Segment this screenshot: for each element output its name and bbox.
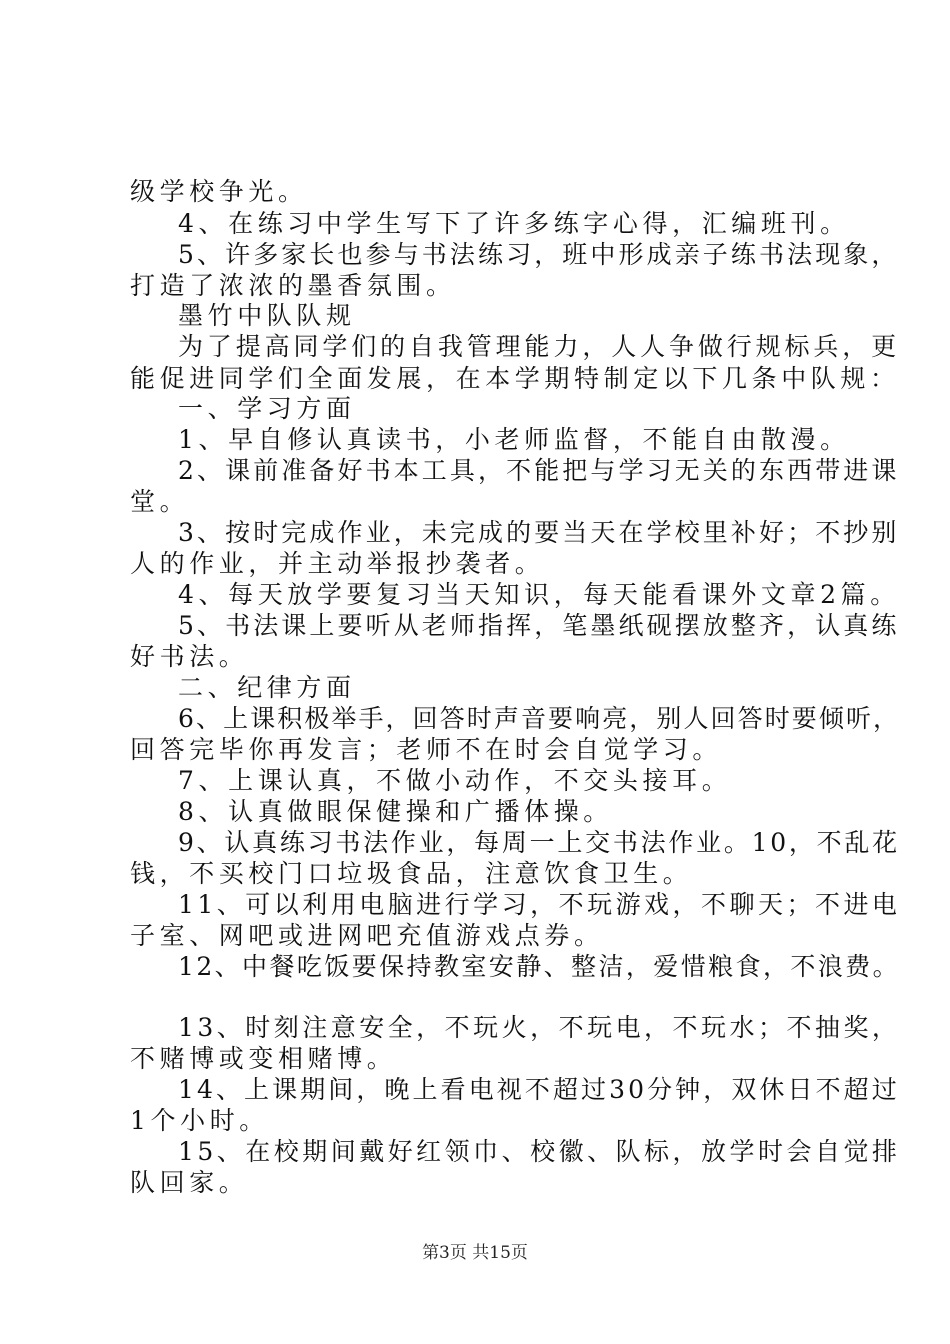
text-line: 为了提高同学们的自我管理能力，人人争做行规标兵，更 [178,332,901,361]
text-line: 能促进同学们全面发展，在本学期特制定以下几条中队规： [130,364,900,393]
text-line: 12、中餐吃饭要保持教室安静、整洁，爱惜粮食，不浪费。 [178,952,901,981]
text-line: 级学校争光。 [130,177,308,206]
text-line: 打造了浓浓的墨香氛围。 [130,271,456,300]
text-line: 13、时刻注意安全，不玩火，不玩电，不玩水；不抽奖， [178,1013,901,1042]
section-title: 墨竹中队队规 [178,301,356,330]
page-footer: 第3页 共15页 [422,1243,528,1263]
text-line: 1个小时。 [130,1106,269,1135]
text-line: 队回家。 [130,1168,249,1197]
text-line: 钱，不买校门口垃圾食品，注意饮食卫生。 [130,859,693,888]
text-line: 8、认真做眼保健操和广播体操。 [178,797,613,826]
subsection-heading: 二、纪律方面 [178,673,356,702]
text-line: 子室、网吧或进网吧充值游戏点券。 [130,921,604,950]
text-line: 2、课前准备好书本工具，不能把与学习无关的东西带进课 [178,456,900,485]
text-line: 3、按时完成作业，未完成的要当天在学校里补好；不抄别 [178,518,900,547]
text-line: 6、上课积极举手，回答时声音要响亮，别人回答时要倾听， [178,704,901,733]
text-line: 9、认真练习书法作业，每周一上交书法作业。10，不乱花 [178,828,900,857]
text-line: 堂。 [130,487,190,516]
text-line: 7、上课认真，不做小动作，不交头接耳。 [178,766,732,795]
text-line: 11、可以利用电脑进行学习，不玩游戏，不聊天；不进电 [178,890,901,919]
text-line: 4、每天放学要复习当天知识，每天能看课外文章2篇。 [178,580,900,609]
text-line: 5、许多家长也参与书法练习，班中形成亲子练书法现象， [178,240,900,269]
text-line: 不赌博或变相赌博。 [130,1044,397,1073]
text-line: 4、在练习中学生写下了许多练字心得，汇编班刊。 [178,209,850,238]
text-line: 15、在校期间戴好红领巾、校徽、队标，放学时会自觉排 [178,1137,901,1166]
text-line: 14、上课期间，晚上看电视不超过30分钟，双休日不超过 [178,1075,900,1104]
text-line: 1、早自修认真读书，小老师监督，不能自由散漫。 [178,425,850,454]
text-line: 好书法。 [130,642,249,671]
text-line: 人的作业，并主动举报抄袭者。 [130,549,545,578]
text-line: 回答完毕你再发言；老师不在时会自觉学习。 [130,735,723,764]
subsection-heading: 一、学习方面 [178,394,356,423]
text-line: 5、书法课上要听从老师指挥，笔墨纸砚摆放整齐，认真练 [178,611,900,640]
